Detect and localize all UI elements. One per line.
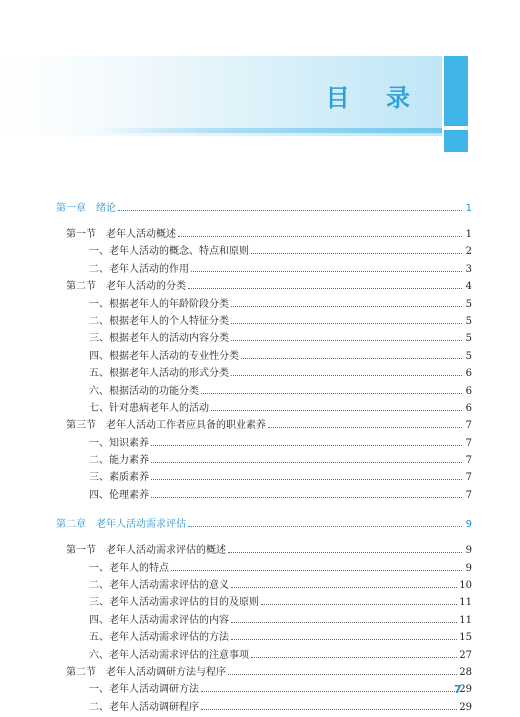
toc-page: 7 [465,489,472,501]
toc-page: 27 [459,649,472,661]
toc-item[interactable] [56,487,472,504]
toc-leader [118,210,462,211]
toc-leader [251,253,462,254]
toc-label: 三、素质素养 [89,472,149,484]
toc-page: 9 [465,562,472,574]
toc-page: 6 [465,385,472,397]
toc-leader [231,639,457,640]
toc-label: 第二节 老年人活动调研方法与程序 [66,666,226,678]
toc-leader [231,340,462,341]
toc-page: 15 [459,632,472,644]
toc-page: 4 [465,281,472,293]
toc-label: 七、针对患病老年人的活动 [89,402,209,414]
toc-page: 29 [459,684,472,696]
toc-section[interactable] [56,664,472,681]
toc-label: 一、根据老年人的年龄阶段分类 [89,298,229,310]
toc-page: 9 [465,519,472,531]
toc-leader [251,657,457,658]
toc-item[interactable] [56,400,472,417]
toc-item[interactable] [56,681,472,698]
toc-label: 四、老年人活动需求评估的内容 [89,614,229,626]
toc-label: 二、能力素养 [89,455,149,467]
toc-leader [231,323,462,324]
toc-item[interactable] [56,313,472,330]
toc-item[interactable] [56,577,472,594]
toc-label: 一、老年人活动调研方法 [89,684,199,696]
toc-label: 第二章 老年人活动需求评估 [56,519,186,531]
toc-section[interactable] [56,278,472,295]
toc-label: 二、老年人活动需求评估的意义 [89,580,229,592]
toc-section[interactable] [56,542,472,559]
toc-leader [201,393,462,394]
toc-label: 一、老年人活动的概念、特点和原则 [89,246,249,258]
toc-page: 9 [465,545,472,557]
toc-leader [188,526,462,527]
toc-page: 5 [465,350,472,362]
page-title: 目 录 [325,84,424,112]
toc-page: 7 [465,437,472,449]
toc-label: 第一节 老年人活动需求评估的概述 [66,545,226,557]
toc-label: 一、知识素养 [89,437,149,449]
toc-chapter-2[interactable] [56,516,472,534]
header-accent-line [96,128,442,133]
toc-leader [188,288,462,289]
toc-page: 11 [459,614,472,626]
toc-leader [231,622,457,623]
toc-page: 1 [465,203,472,214]
toc-item[interactable] [56,243,472,260]
toc-page: 1 [465,229,472,240]
page-number: 7 [454,683,462,696]
toc-page: 6 [465,402,472,414]
toc-leader [191,271,462,272]
toc-leader [201,691,457,692]
header-color-block [444,56,468,126]
toc-page: 5 [465,298,472,310]
toc-label: 二、老年人活动的作用 [89,263,189,275]
toc-label: 第一章 绪论 [56,203,116,214]
toc-leader [268,427,462,428]
toc-leader [231,306,462,307]
toc-label: 五、老年人活动需求评估的方法 [89,632,229,644]
toc-leader [228,674,457,675]
toc-item[interactable] [56,629,472,646]
toc-page: 2 [465,246,472,258]
toc-page: 3 [465,263,472,275]
toc-item[interactable] [56,365,472,382]
toc-item[interactable] [56,594,472,611]
toc-page: 6 [465,368,472,380]
toc-section[interactable] [56,226,472,243]
toc-leader [241,358,462,359]
toc-leader [228,552,462,553]
toc-page: 7 [465,455,472,467]
toc-leader [151,445,462,446]
toc-page: 28 [459,666,472,678]
toc-item[interactable] [56,261,472,278]
toc-label: 第一节 老年人活动概述 [66,229,176,240]
toc-item[interactable] [56,699,472,716]
toc-leader [151,462,462,463]
toc-leader [171,570,462,571]
toc-item[interactable] [56,469,472,486]
toc-label: 二、根据老年人的个人特征分类 [89,315,229,327]
toc-section[interactable] [56,417,472,434]
toc-chapter-1[interactable] [56,200,472,218]
toc-item[interactable] [56,452,472,469]
toc-leader [211,410,462,411]
toc-label: 三、老年人活动需求评估的目的及原则 [89,597,259,609]
toc-label: 四、伦理素养 [89,489,149,501]
toc-page: 7 [465,472,472,484]
toc-page: 11 [459,597,472,609]
toc-label: 第三节 老年人活动工作者应具备的职业素养 [66,420,266,432]
toc-item[interactable] [56,330,472,347]
toc-leader [231,587,457,588]
toc-item[interactable] [56,560,472,577]
toc-label: 六、老年人活动需求评估的注意事项 [89,649,249,661]
toc-item[interactable] [56,348,472,365]
toc-label: 五、根据老年人活动的形式分类 [89,368,229,380]
toc-leader [151,479,462,480]
toc-leader [201,709,457,710]
toc-leader [151,497,462,498]
toc-leader [178,236,462,237]
toc-page: 7 [465,420,472,432]
toc-label: 四、根据老年人活动的专业性分类 [89,350,239,362]
toc-item[interactable] [56,296,472,313]
toc-label: 二、老年人活动调研程序 [89,701,199,713]
toc-page: 5 [465,315,472,327]
toc-item[interactable] [56,383,472,400]
toc-label: 第二节 老年人活动的分类 [66,281,186,293]
toc-label: 六、根据活动的功能分类 [89,385,199,397]
toc-leader [261,604,457,605]
toc-item[interactable] [56,612,472,629]
header-color-block-lower [444,130,468,152]
toc-label: 一、老年人的特点 [89,562,169,574]
table-of-contents [56,200,472,716]
toc-leader [231,375,462,376]
toc-item[interactable] [56,435,472,452]
toc-page: 29 [459,701,472,713]
toc-page: 10 [459,580,472,592]
toc-item[interactable] [56,647,472,664]
toc-label: 三、根据老年人的活动内容分类 [89,333,229,345]
toc-page: 5 [465,333,472,345]
